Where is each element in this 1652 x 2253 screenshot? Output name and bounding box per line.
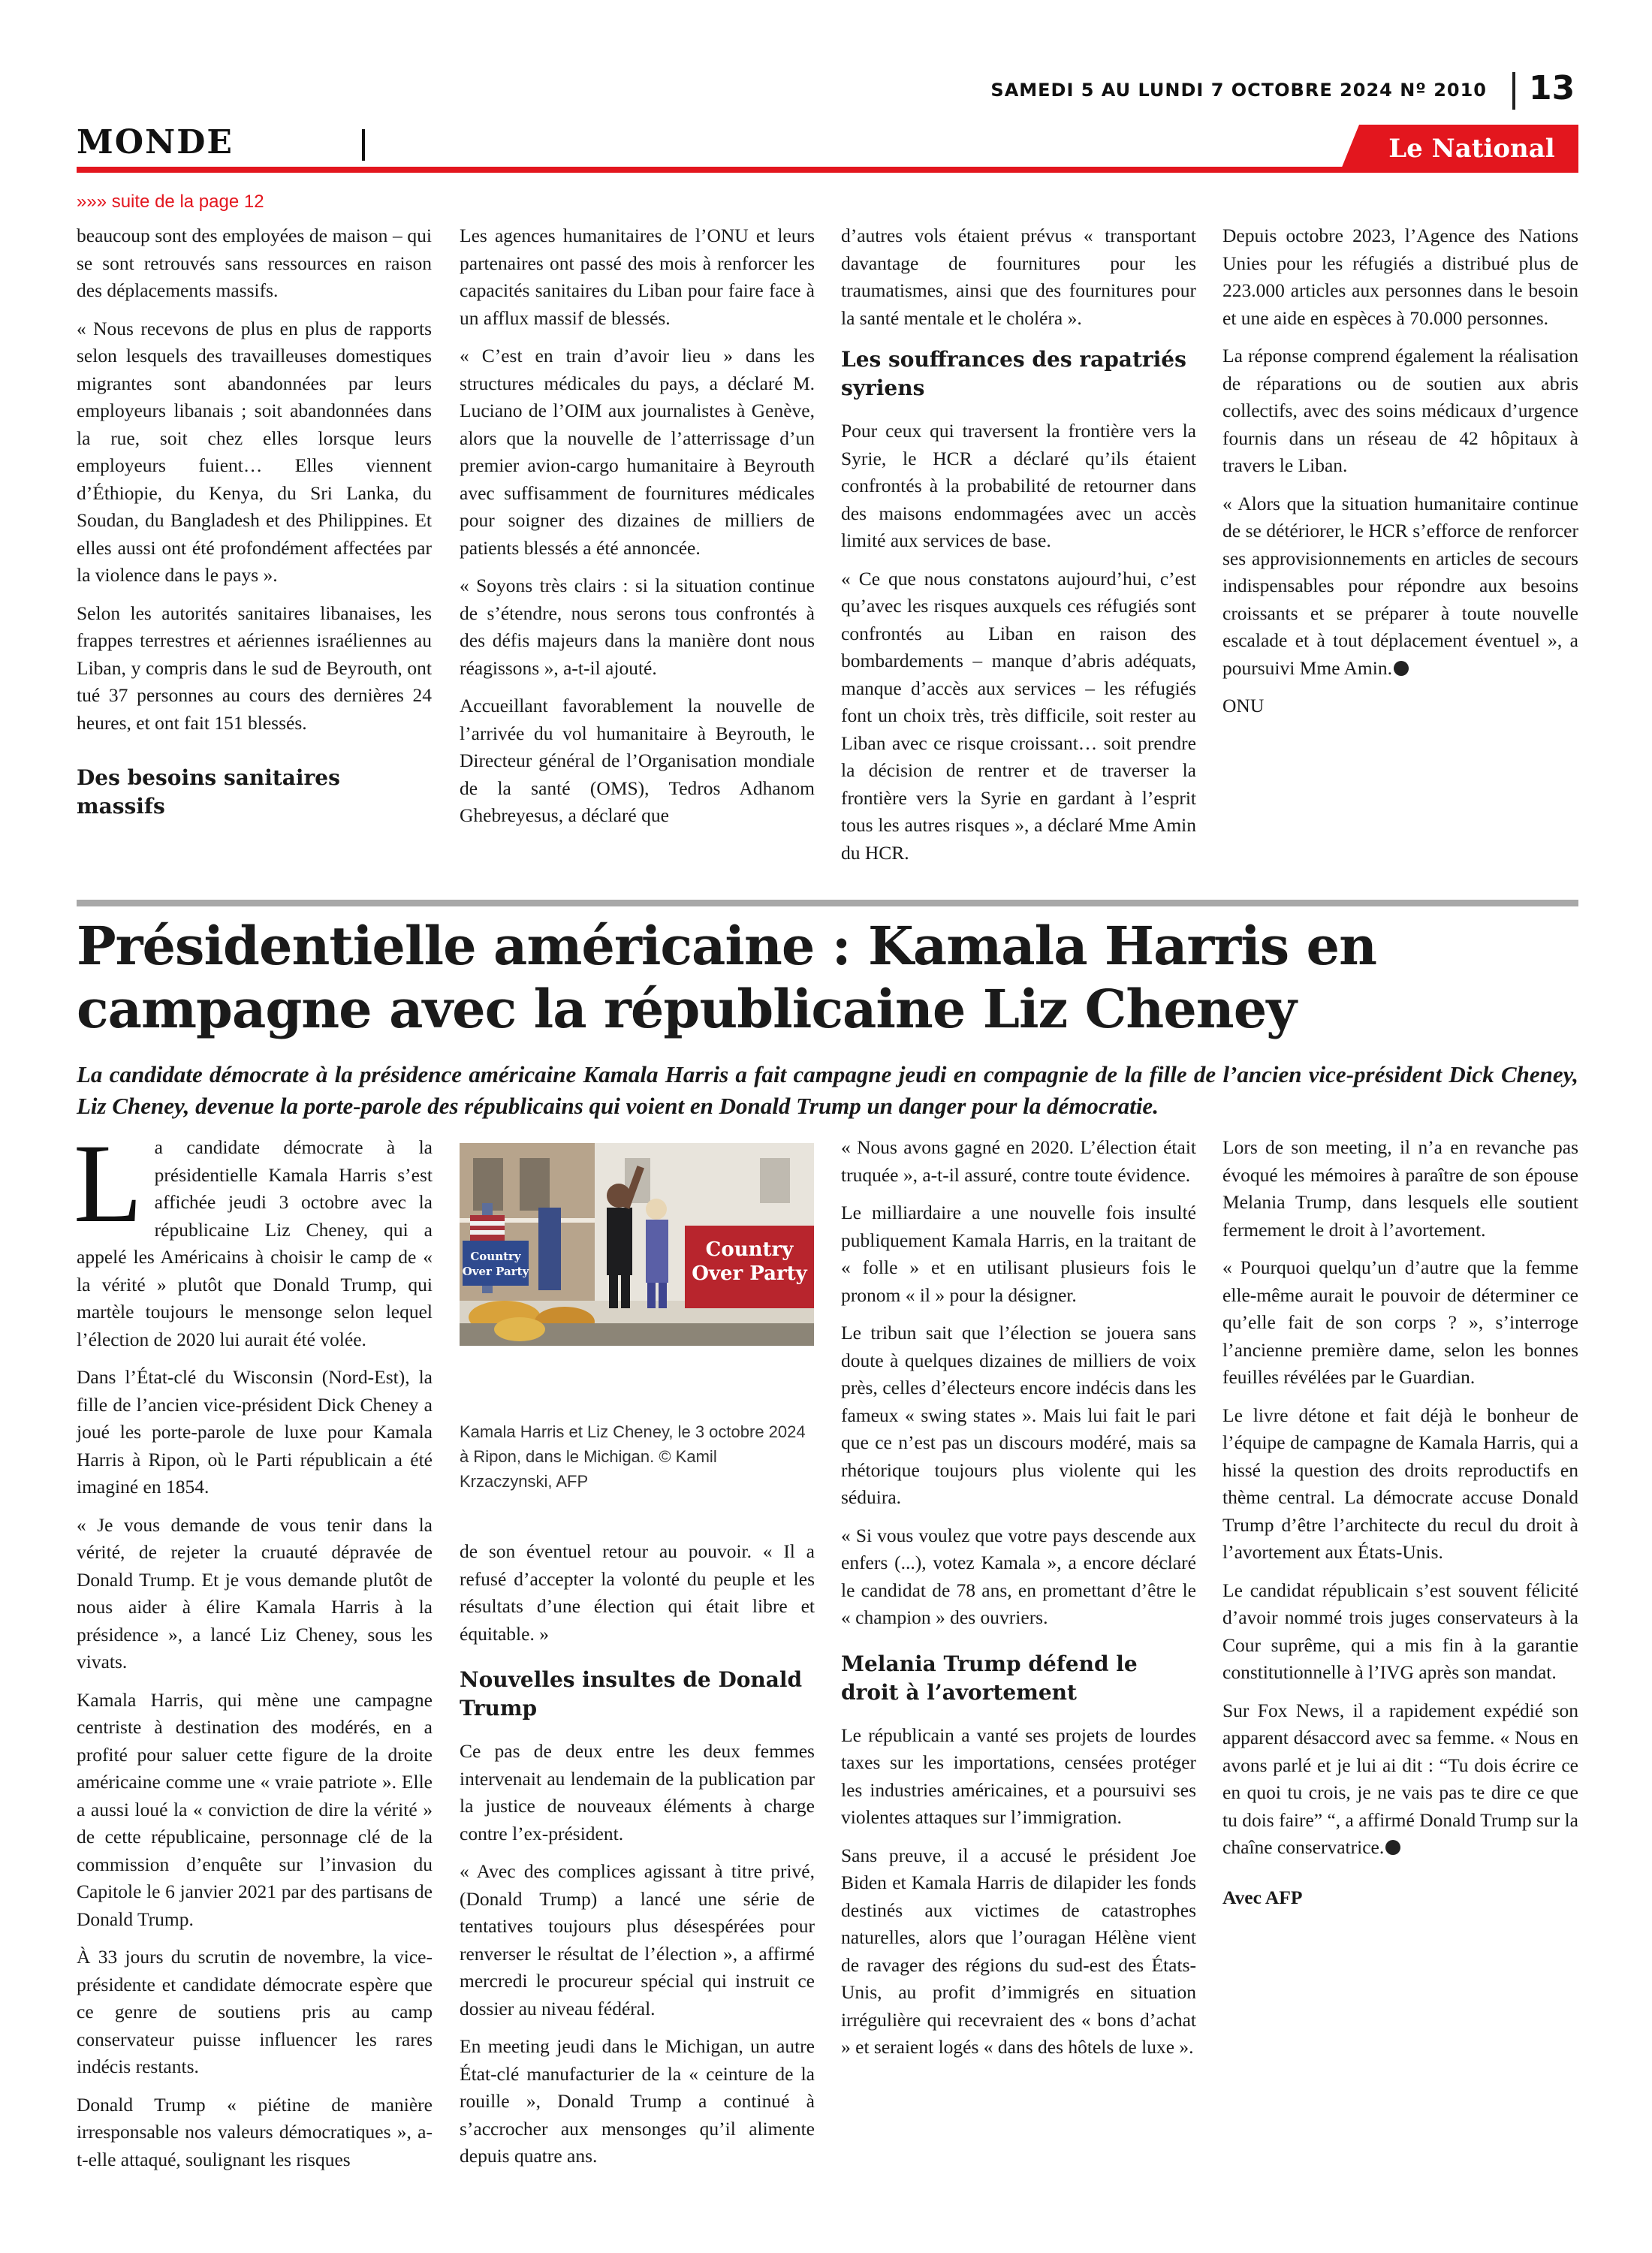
paragraph: Kamala Harris, qui mène une campagne centriste à destination des modérés, en a profité pour saluer cette figure de la droite américaine comme une « vraie patriote ». Elle a aussi loué la « conviction de dire la vérité » de cette républicaine, personnage clé de la commission d’enquête sur l’invasion du Capitole le 6 janvier 2021 par des partisans de Donald Trump. xyxy=(77,1688,433,1930)
brand-logo: Le National xyxy=(1388,134,1555,164)
paragraph: Le livre détone et fait déjà le bonheur de l’équipe de campagne de Kamala Harris, qui a hissé la question des droits reproductifs en thème central. La démocrate accuse Donald Trump d’être l’architecte du recul du droit à l’avortement aux États-Unis. xyxy=(1222,1404,1578,1563)
top-article-col-1 xyxy=(77,222,432,836)
section-divider xyxy=(362,129,365,161)
paragraph: d’autres vols étaient prévus « transportant davantage de fournitures pour les traumatismes, ainsi que des fournitures pour la santé mentale et le choléra ». xyxy=(841,225,1196,329)
paragraph: « Avec des complices agissant à titre privé, (Donald Trump) a lancé une série de tentatives toujours plus désespérées pour renverser le résultat de l’élection », a affirmé mercredi le procureur spécial qui instruit ce dossier au niveau fédéral. xyxy=(460,1860,815,2019)
paragraph-text: a candidate démocrate à la présidentielle Kamala Harris s’est affichée jeudi 3 octobre avec la républicaine Liz Cheney, qui a appelé les Américains à choisir le camp de « la vérité » plutôt que Donald Trump, qui martèle toujours le mensonge selon lequel l’élection de 2020 lui aurait été volée. xyxy=(77,1136,433,1350)
paragraph: « Pourquoi quelqu’un d’autre que la femme elle-même aurait le pouvoir de déterminer ce qu’elle fait de son corps ? », s’interroge l’ancienne première dame, selon les bonnes feuilles révélées par le Guardian. xyxy=(1222,1256,1578,1388)
small-sign-line-1: Country xyxy=(470,1250,521,1263)
sign-line-2: Over Party xyxy=(692,1262,807,1285)
article-divider xyxy=(77,900,1578,906)
headline: Présidentielle américaine : Kamala Harris en campagne avec la républicaine Liz Cheney xyxy=(77,915,1376,1040)
main-article-col-3 xyxy=(841,1134,1196,2072)
paragraph: Le milliardaire a une nouvelle fois insulté publiquement Kamala Harris, en la traitant de « folle » et en utilisant plusieurs fois le pronom « il » pour la désigner. xyxy=(841,1202,1196,1306)
paragraph: « Ce que nous constatons aujourd’hui, c’est qu’avec les risques auxquels ces réfugiés sont confrontés au Liban en raison des bombardements – manque d’abris adéquats, manque d’accès aux services – les réfugiés font un choix très, très difficile, soit rester au Liban avec ce risque croissant… soit prendre la décision de rentrer et de traverser la frontière vers la Syrie en gardant à l’esprit tous les autres risques », a déclaré Mme Amin du HCR. xyxy=(841,567,1196,864)
standfirst: La candidate démocrate à la présidence américaine Kamala Harris a fait campagne jeudi en compagnie de la fille de l’ancien vice-président Dick Cheney, Liz Cheney, devenue la porte-parole des républicains qui voient en Donald Trump un danger pour la démocratie. xyxy=(77,1061,1578,1119)
paragraph: Le républicain a vanté ses projets de lourdes taxes sur les importations, censées protéger les industries américaines, et a poursuivi ses violentes attaques sur l’immigration. xyxy=(841,1724,1196,1828)
drop-cap: L xyxy=(74,1121,143,1246)
page-number-divider xyxy=(1512,72,1515,110)
article-source: ONU xyxy=(1222,695,1265,716)
paragraph: beaucoup sont des employées de maison – qui se sont retrouvés sans ressources en raison des déplacements massifs. xyxy=(77,225,432,301)
paragraph: « Nous recevons de plus en plus de rapports selon lesquels des travailleuses domestiques migrantes sont abandonnées par leurs employeurs libanais ; soit abandonnées dans la rue, soit chez elles lorsque leurs employeurs fuient… Elles viennent d’Éthiopie, du Kenya, du Sri Lanka, du Soudan, du Bangladesh et des Philippines. Et elles aussi ont été profondément affectées par la violence dans le pays ». xyxy=(77,317,432,586)
main-article-col-1 xyxy=(74,1121,433,2184)
section-title: MONDE xyxy=(77,123,234,161)
paragraph: Accueillant favorablement la nouvelle de l’arrivée du vol humanitaire à Beyrouth, le Directeur général de l’Organisation mondiale de la santé (OMS), Tedros Adhanom Ghebreyesus, a déclaré que xyxy=(460,695,815,826)
paragraph: « Nous avons gagné en 2020. L’élection était truquée », a-t-il assuré, contre toute évidence. xyxy=(841,1136,1196,1186)
paragraph: La réponse comprend également la réalisation de réparations ou de soutien aux abris collectifs, avec des soins médicaux d’urgence fournis dans un réseau de 42 hôpitaux à travers le Liban. xyxy=(1222,345,1578,476)
paragraph-text: « Alors que la situation humanitaire continue de se détériorer, le HCR s’efforce de renforcer ses approvisionnements en articles de secours indispensables pour répondre aux besoins croissants et se préparer à toute nouvelle escalade et à tout déplacement éventuel », a poursuivi Mme Amin. xyxy=(1222,492,1578,679)
top-article-col-2 xyxy=(460,222,815,840)
paragraph: Les agences humanitaires de l’ONU et leurs partenaires ont passé des mois à renforcer les capacités sanitaires du Liban pour faire face à un afflux massif de blessés. xyxy=(460,225,815,329)
subheading: Des besoins sanitaires massifs xyxy=(77,765,340,819)
continued-from: »»» suite de la page 12 xyxy=(77,192,264,212)
subheading: Nouvelles insultes de Donald Trump xyxy=(460,1667,803,1721)
paragraph: « Je vous demande de vous tenir dans la vérité, de rejeter la cruauté dépravée de Donald Trump. Et je vous demande plutôt de nous aider à élire Kamala Harris à la présidence », a lancé Liz Cheney, sous les vivats. xyxy=(77,1513,433,1672)
paragraph: « C’est en train d’avoir lieu » dans les structures médicales du pays, a déclaré M. Luciano de l’OIM aux journalistes à Genève, alors que la nouvelle de l’atterrissage d’un premier avion-cargo humanitaire à Beyrouth avec suffisamment de fournitures médicales pour soigner des dizaines de milliers de patients blessés a été annoncée. xyxy=(460,345,815,559)
paragraph: En meeting jeudi dans le Michigan, un autre État-clé manufacturier de la « ceinture de la rouille », Donald Trump a continué à s’accrocher aux mensonges qu’il alimente depuis quatre ans. xyxy=(460,2035,815,2167)
paragraph xyxy=(1222,490,1578,683)
top-article-col-4 xyxy=(1222,222,1578,731)
paragraph xyxy=(74,1121,433,1353)
dateline: SAMEDI 5 AU LUNDI 7 OCTOBRE 2024 Nº 2010 xyxy=(990,80,1487,101)
paragraph: de son éventuel retour au pouvoir. « Il a refusé d’accepter la volonté du peuple et les résultats d’une élection qui était libre et équitable. » xyxy=(460,1540,815,1645)
end-mark-icon xyxy=(1394,661,1409,676)
photo-caption: Kamala Harris et Liz Cheney, le 3 octobre 2024 à Ripon, dans le Michigan. © Kamil Krzaczynski, AFP xyxy=(460,1422,806,1491)
paragraph: Le candidat républicain s’est souvent félicité d’avoir nommé trois juges conservateurs à la Cour suprême, qui a mis fin à la garantie constitutionnelle à l’IVG après son mandat. xyxy=(1222,1579,1578,1683)
top-article-col-3 xyxy=(841,222,1196,877)
paragraph xyxy=(1222,1697,1578,1862)
paragraph: Pour ceux qui traversent la frontière vers la Syrie, le HCR a déclaré qu’ils étaient confrontés à la probabilité de retourner dans des maisons endommagées avec un accès limité aux services de base. xyxy=(841,420,1196,551)
photo-illustration xyxy=(460,1143,814,1346)
end-mark-icon xyxy=(1385,1840,1400,1855)
paragraph: Depuis octobre 2023, l’Agence des Nations Unies pour les réfugiés a distribué plus de 223.000 articles aux personnes dans le besoin et une aide en espèces à 70.000 personnes. xyxy=(1222,225,1578,329)
paragraph: Lors de son meeting, il n’a en revanche pas évoqué les mémoires à paraître de son épouse Melania Trump, dans lesquels elle soutient fermement le droit à l’avortement. xyxy=(1222,1136,1578,1241)
small-sign-line-2: Over Party xyxy=(462,1265,529,1278)
paragraph-text: Sur Fox News, il a rapidement expédié son apparent désaccord avec sa femme. « Nous en avons parlé et je lui ai dit : “Tu dois écrire ce en quoi tu crois, je ne vais pas te dire ce que tu dois faire” “, a affirmé Donald Trump sur la chaîne conservatrice. xyxy=(1222,1699,1579,1858)
article-photo xyxy=(460,1143,814,1346)
paragraph: Ce pas de deux entre les deux femmes intervenait au lendemain de la publication par la justice de nouveaux éléments à charge contre l’ex-président. xyxy=(460,1740,815,1844)
paragraph: Dans l’État-clé du Wisconsin (Nord-Est), la fille de l’ancien vice-président Dick Cheney a joué les porte-parole de luxe pour Kamala Harris à Ripon, où le Parti républicain a été imaginé en 1854. xyxy=(77,1366,433,1497)
main-article-col-2 xyxy=(460,1538,815,2181)
sign-line-1: Country xyxy=(705,1238,794,1261)
paragraph: Sans preuve, il a accusé le président Joe Biden et Kamala Harris de dilapider les fonds destinés aux victimes de catastrophes naturelles, alors que l’ouragan Hélène vient de ravager des régions du sud-est des États-Unis, au profit d’immigrés en situation irrégulière qui recevraient des « bons d’achat » et seraient logés « dans des hôtels de luxe ». xyxy=(841,1844,1196,2058)
subheading: Les souffrances des rapatriés syriens xyxy=(841,347,1186,400)
paragraph: « Soyons très clairs : si la situation continue de s’étendre, nous serons tous confrontés à des défis majeurs dans la manière dont nous réagissons », a-t-il ajouté. xyxy=(460,575,815,679)
paragraph: « Si vous voulez que votre pays descende aux enfers (...), votez Kamala », a encore déclaré le candidat de 78 ans, en promettant d’être le « champion » des ouvriers. xyxy=(841,1524,1196,1628)
article-source: Avec AFP xyxy=(1222,1886,1303,1908)
subheading: Melania Trump défend le droit à l’avortement xyxy=(841,1651,1138,1705)
paragraph: À 33 jours du scrutin de novembre, la vice-présidente et candidate démocrate espère que ce genre de soutiens pris au camp conservateur puisse influencer les rares indécis restants. xyxy=(77,1946,433,2077)
paragraph: Le tribun sait que l’élection se jouera sans doute à quelques dizaines de milliers de voix près, celles d’électeurs encore indécis dans les fameux « swing states ». Mais lui fait le pari que ce n’est pas un discours modéré, mais sa rhétorique toujours plus violente qui les séduira. xyxy=(841,1322,1196,1508)
paragraph: Donald Trump « piétine de manière irresponsable nos valeurs démocratiques », a-t-elle attaqué, soulignant les risques xyxy=(77,2093,433,2170)
page-number: 13 xyxy=(1529,69,1575,107)
paragraph: Selon les autorités sanitaires libanaises, les frappes terrestres et aériennes israéliennes au Liban, y compris dans le sud de Beyrouth, ont tué 37 personnes au cours des dernières 24 heures, et ont fait 151 blessés. xyxy=(77,602,432,734)
main-article-col-4 xyxy=(1222,1134,1578,1922)
